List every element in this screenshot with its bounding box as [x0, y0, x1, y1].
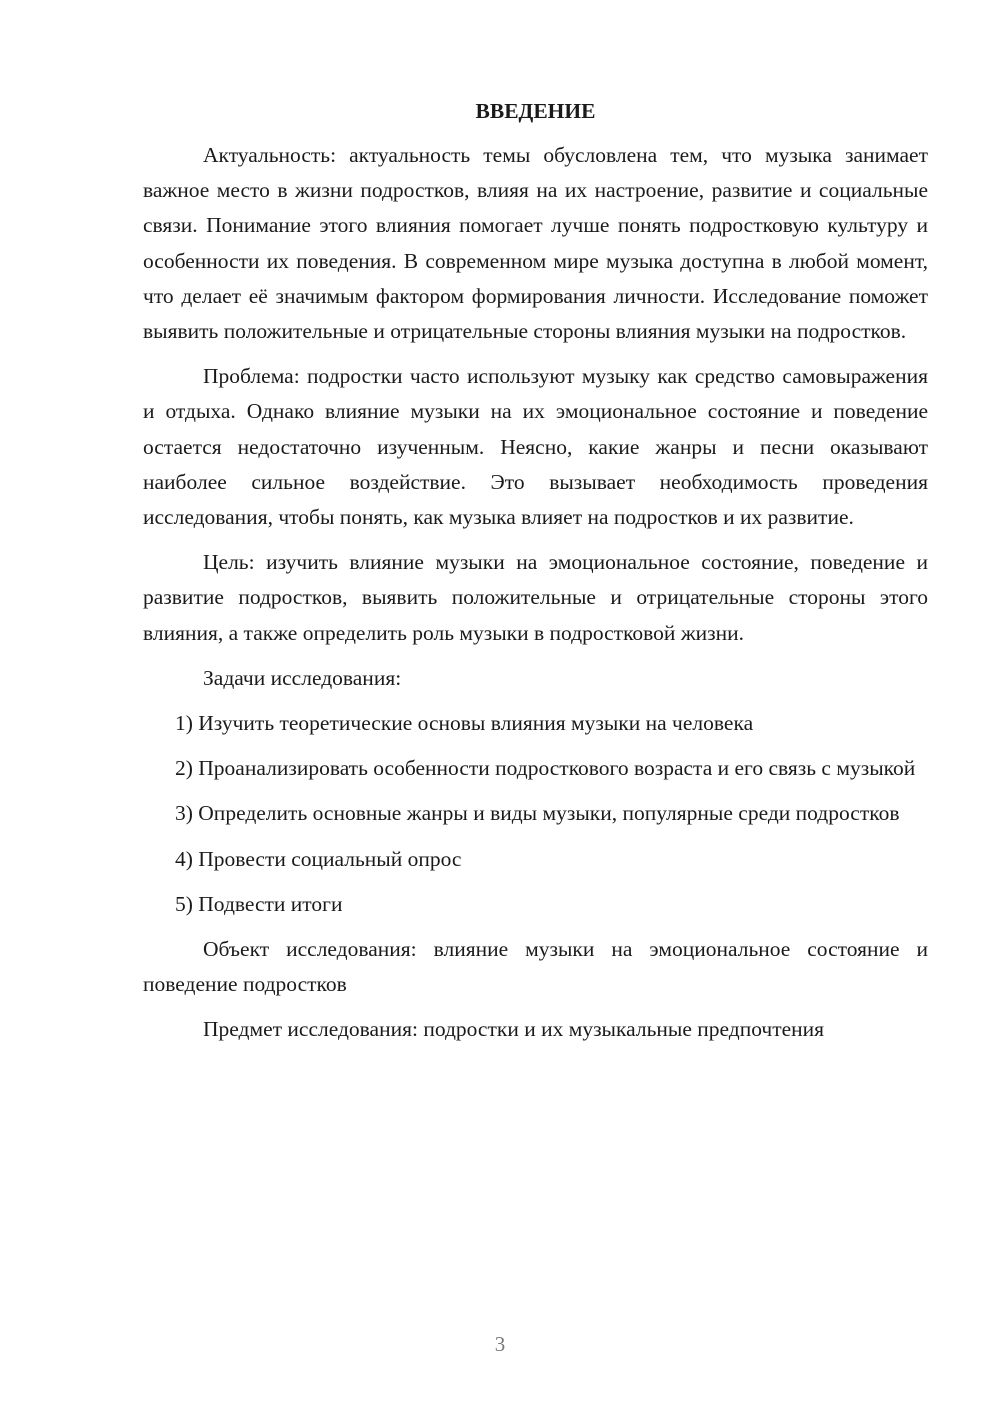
- task-item: 1) Изучить теоретические основы влияния музыки на человека: [175, 711, 754, 736]
- task-item: 5) Подвести итоги: [175, 891, 343, 916]
- page-content: [143, 96, 928, 1058]
- task-item: 4) Провести социальный опрос: [175, 846, 462, 871]
- tasks-label: Задачи исследования:: [203, 665, 402, 690]
- section-heading: ВВЕДЕНИЕ: [475, 99, 596, 123]
- paragraph-object: Объект исследования: влияние музыки на эмоциональное состояние и поведение подростков: [143, 937, 928, 997]
- task-item: 2) Проанализировать особенности подросткового возраста и его связь с музыкой: [175, 756, 916, 781]
- paragraph-problem: Проблема: подростки часто используют музыку как средство самовыражения и отдыха. Однако влияние музыки на их эмоциональное состояние и поведение остается недостаточно изученным. Неясно, какие жанры и песни оказывают наиболее сильное воздействие. Это вызывает необходимость проведения исследования, чтобы понять, как музыка влияет на подростков и их развитие.: [143, 364, 928, 530]
- paragraph-relevance: Актуальность: актуальность темы обусловлена тем, что музыка занимает важное место в жизни подростков, влияя на их настроение, развитие и социальные связи. Понимание этого влияния помогает лучше понять подростковую культуру и особенности их поведения. В современном мире музыка доступна в любой момент, что делает её значимым фактором формирования личности. Исследование поможет выявить положительные и отрицательные стороны влияния музыки на подростков.: [143, 143, 928, 344]
- paragraph-subject: Предмет исследования: подростки и их музыкальные предпочтения: [203, 1017, 825, 1042]
- task-item: 3) Определить основные жанры и виды музыки, популярные среди подростков: [175, 801, 900, 826]
- paragraph-goal: Цель: изучить влияние музыки на эмоциональное состояние, поведение и развитие подростков, выявить положительные и отрицательные стороны этого влияния, а также определить роль музыки в подростковой жизни.: [143, 550, 928, 645]
- page-number: 3: [494, 1332, 506, 1356]
